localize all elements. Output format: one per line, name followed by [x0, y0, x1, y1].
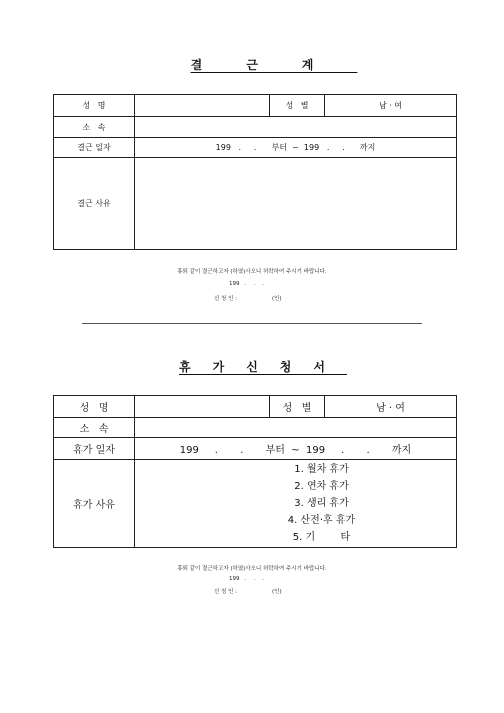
leave-date-field[interactable]: 199 . . 부터 ~ 199 . . 까지 — [135, 438, 457, 460]
absence-form-title: 결근계 — [190, 58, 358, 72]
absence-reason-label: 결근 사유 — [54, 158, 135, 250]
department-label: 소 속 — [54, 117, 135, 138]
absence-date-field[interactable]: 199 . . 부터 ~ 199 . . 까지 — [135, 138, 457, 158]
leave-reason-option[interactable]: 1. 월차 휴가 — [294, 464, 349, 475]
gender-field[interactable]: 남 · 여 — [325, 396, 457, 418]
leave-reason-option[interactable]: 4. 산전·후 휴가 — [287, 515, 356, 526]
leave-date-label: 휴가 일자 — [54, 438, 135, 460]
leave-note: 휴퇴 같이 결근하고자 (하였)사오니 허락하여 주시기 바랍니다. — [177, 566, 327, 572]
gender-label: 성 별 — [270, 95, 325, 117]
name-field[interactable] — [135, 95, 270, 117]
leave-form-title: 휴가신청서 — [179, 360, 347, 374]
absence-note: 휴퇴 같이 결근하고자 (하였)사오니 허락하여 주시기 바랍니다. — [177, 269, 327, 275]
leave-applicant: 신 청 인 : (인) — [214, 589, 282, 595]
absence-date-label: 결근 일자 — [54, 138, 135, 158]
department-field[interactable] — [135, 117, 457, 138]
gender-label: 성 별 — [270, 396, 325, 418]
leave-reason-list — [135, 460, 457, 548]
absence-form-table — [53, 94, 457, 250]
department-label: 소 속 — [54, 418, 135, 438]
absence-date-line: 199 . . . — [229, 281, 264, 287]
absence-applicant: 신 청 인 : (인) — [214, 296, 282, 302]
name-label: 성 명 — [54, 396, 135, 418]
leave-reason-option[interactable]: 5. 기 타 — [292, 532, 351, 543]
leave-date-line: 199 . . . — [229, 576, 264, 582]
leave-form-table — [53, 395, 457, 548]
section-divider — [82, 323, 422, 324]
gender-field[interactable]: 남 · 여 — [325, 95, 457, 117]
department-field[interactable] — [135, 418, 457, 438]
name-label: 성 명 — [54, 95, 135, 117]
leave-reason-label: 휴가 사유 — [54, 460, 135, 548]
absence-reason-field[interactable] — [135, 158, 457, 250]
leave-reason-option[interactable]: 2. 연차 휴가 — [294, 481, 349, 492]
leave-reason-option[interactable]: 3. 생리 휴가 — [294, 498, 349, 509]
name-field[interactable] — [135, 396, 270, 418]
